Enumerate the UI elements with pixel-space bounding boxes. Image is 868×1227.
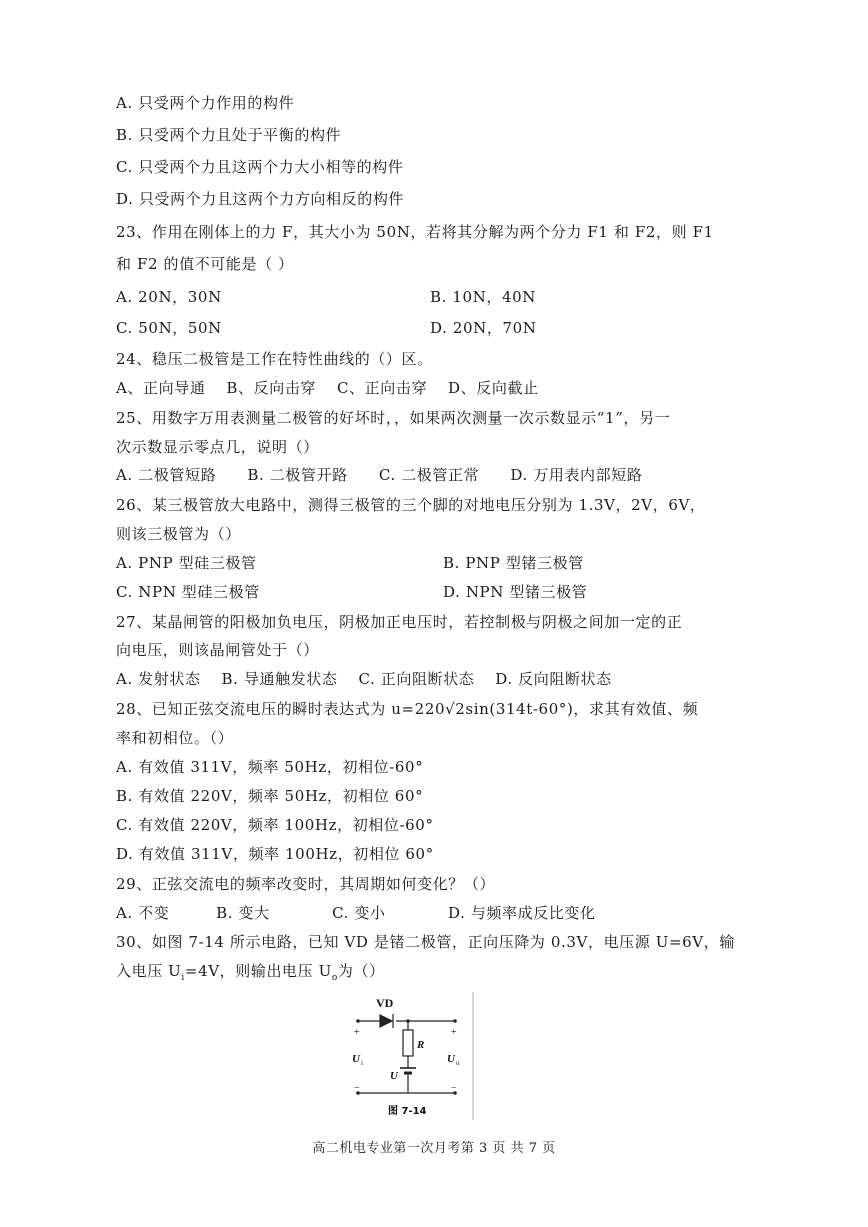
page-footer: 高二机电专业第一次月考第 3 页 共 7 页 <box>312 1141 556 1156</box>
q29-options: A. 不变 B. 变大 C. 变小 D. 与频率成反比变化 <box>116 904 596 922</box>
q26-option-b: B. PNP 型锗三极管 <box>443 554 584 572</box>
vd-label: VD <box>376 996 394 1010</box>
q28-option-c: C. 有效值 220V，频率 100Hz，初相位-60° <box>116 816 434 834</box>
q26-option-a: A. PNP 型硅三极管 <box>116 554 257 572</box>
q22-option-c: C. 只受两个力且这两个力大小相等的构件 <box>116 158 404 176</box>
q28-stem-line1: 28、已知正弦交流电压的瞬时表达式为 u=220√2sin(314t-60°)，求其有效值、频 <box>116 700 699 718</box>
q30-stem-line2: 入电压 $U_i=4V$，则输出电压 $U_o$为（） <box>116 962 385 983</box>
q24-options: A、正向导通 B、反向击穿 C、正向击穿 D、反向截止 <box>116 379 539 397</box>
q25-stem-line1: 25、用数字万用表测量二极管的好坏时，，如果两次测量一次示数显示“1”，另一 <box>116 409 671 427</box>
uo-plus-sign: + <box>451 1027 457 1038</box>
q26-option-c: C. NPN 型硅三极管 <box>116 583 260 601</box>
q28-option-a: A. 有效值 311V，频率 50Hz，初相位-60° <box>116 758 424 776</box>
q27-options: A. 发射状态 B. 导通触发状态 C. 正向阻断状态 D. 反向阻断状态 <box>116 670 612 688</box>
q28-option-b: B. 有效值 220V，频率 50Hz，初相位 60° <box>116 787 424 805</box>
q22-option-b: B. 只受两个力且处于平衡的构件 <box>116 126 342 144</box>
q23-stem-line1: 23、作用在刚体上的力 F，其大小为 50N，若将其分解为两个分力 F1 和 F2，则 F1 <box>116 223 714 241</box>
q23-stem-line2: 和 F2 的值不可能是（ ） <box>116 255 294 273</box>
circuit-figure-7-14 <box>340 990 480 1125</box>
junction-node <box>406 1019 410 1023</box>
ui-label: U <box>352 1053 360 1065</box>
terminal-out-top <box>453 1019 457 1023</box>
uo-subscript: o <box>456 1059 460 1067</box>
q30-stem-line1: 30、如图 7-14 所示电路，已知 VD 是锗二极管，正向压降为 0.3V，电压源 U=6V，输 <box>116 933 735 951</box>
q25-options: A. 二极管短路 B. 二极管开路 C. 二极管正常 D. 万用表内部短路 <box>116 466 643 484</box>
uo-minus-sign: − <box>451 1083 457 1094</box>
q22-option-a: A. 只受两个力作用的构件 <box>116 94 295 112</box>
q26-stem-line2: 则该三极管为（） <box>116 525 241 543</box>
q22-option-d: D. 只受两个力且这两个力方向相反的构件 <box>116 190 405 208</box>
q26-option-d: D. NPN 型锗三极管 <box>443 583 588 601</box>
ui-plus-sign: + <box>354 1027 360 1038</box>
figure-caption: 图 7-14 <box>388 1106 427 1117</box>
q23-option-c: C. 50N，50N <box>116 319 222 337</box>
r-label: R <box>417 1039 425 1051</box>
q26-stem-line1: 26、某三极管放大电路中，测得三极管的三个脚的对地电压分别为 1.3V，2V，6V， <box>116 496 706 514</box>
q27-stem-line2: 向电压，则该晶闸管处于（） <box>116 641 319 659</box>
q25-stem-line2: 次示数显示零点几，说明（） <box>116 438 319 456</box>
ui-subscript: i <box>361 1059 363 1067</box>
q24-stem: 24、稳压二极管是工作在特性曲线的（）区。 <box>116 350 433 368</box>
terminal-in-top <box>356 1019 360 1023</box>
q29-stem: 29、正弦交流电的频率改变时，其周期如何变化？（） <box>116 875 496 893</box>
diode-vd-symbol <box>380 1015 392 1027</box>
ui-minus-sign: − <box>354 1083 360 1094</box>
q28-option-d: D. 有效值 311V，频率 100Hz，初相位 60° <box>116 845 434 863</box>
uo-label: U <box>447 1053 455 1065</box>
u-label: U <box>390 1070 398 1082</box>
resistor-r <box>403 1030 413 1056</box>
q28-stem-line2: 率和初相位。（） <box>116 729 234 747</box>
q23-option-b: B. 10N，40N <box>430 288 536 306</box>
q27-stem-line1: 27、某晶闸管的阳极加负电压，阴极加正电压时，若控制极与阴极之间加一定的正 <box>116 613 683 631</box>
q23-option-d: D. 20N，70N <box>430 319 537 337</box>
q23-option-a: A. 20N，30N <box>116 288 222 306</box>
